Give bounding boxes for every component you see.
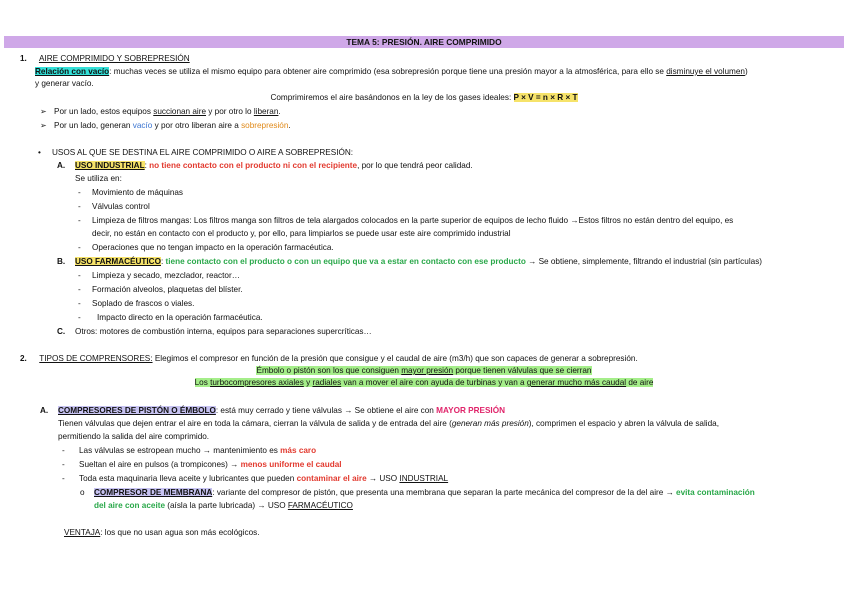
list-item: - Las válvulas se estropean mucho → mantenimiento es más caro	[62, 446, 317, 455]
ideal-gas-formula: P × V = n × R × T	[513, 93, 578, 102]
list-item: - Formación alveolos, plaquetas del blíster.	[78, 285, 243, 294]
uses-heading: • USOS AL QUE SE DESTINA EL AIRE COMPRIMIDO O AIRE A SOBREPRESIÓN:	[38, 148, 354, 157]
advantage-label: VENTAJA	[64, 528, 101, 537]
vacuum-relation-label: Relación con vacío	[35, 67, 110, 76]
list-item: - Limpieza de filtros mangas: Los filtros manga son filtros de tela alargados colocados en la parte superior de equipos de lecho fluido →Estos filtros no están dentro del equipo, es	[78, 216, 734, 225]
bullet-suction: ➢ Por un lado, estos equipos succionan aire y por otro lo liberan.	[40, 107, 281, 116]
piston-description-line2: permitiendo la salida del aire comprimido.	[58, 432, 210, 441]
vacuum-relation-line2: y generar vacío.	[35, 79, 94, 88]
piston-compressors-label: COMPRESORES DE PISTÓN O ÉMBOLO	[58, 406, 216, 415]
list-item: - Impacto directo en la operación farmacéutica.	[78, 313, 263, 322]
piston-highlight-line: Émbolo o pistón son los que consiguen mayor presión porque tienen válvulas que se cierran	[256, 366, 592, 375]
membrane-compressor-line2: del aire con aceite (aísla la parte lubricada) → USO FARMACÉUTICO	[94, 501, 353, 510]
uses-pharmaceutical: B. USO FARMACÉUTICO: tiene contacto con el producto o con un equipo que va a estar en contacto con ese producto → Se obtiene, simplemente, filtrando el industrial (sin partículas)	[57, 257, 763, 266]
piston-compressors-heading: A. COMPRESORES DE PISTÓN O ÉMBOLO: está muy cerrado y tiene válvulas → Se obtiene el aire con MAYOR PRESIÓN	[40, 406, 505, 415]
uses-industrial: A. USO INDUSTRIAL: no tiene contacto con el producto ni con el recipiente, por lo que tendrá peor calidad.	[57, 161, 473, 170]
list-item: - Soplado de frascos o viales.	[78, 299, 195, 308]
list-item: - Limpieza y secado, mezclador, reactor…	[78, 271, 240, 280]
industrial-use-label: USO INDUSTRIAL	[75, 161, 145, 170]
bullet-vacuum: ➢ Por un lado, generan vacío y por otro liberan aire a sobrepresión.	[40, 121, 291, 130]
section-2-title: TIPOS DE COMPRENSORES:	[39, 354, 153, 363]
used-in-label: Se utiliza en:	[75, 174, 122, 183]
arrow-bullet-icon: ➢	[40, 121, 47, 130]
ideal-gas-law-line: Comprimiremos el aire basándonos en la ley de los gases ideales: P × V = n × R × T	[270, 93, 578, 102]
section-1-title: AIRE COMPRIMIDO Y SOBREPRESIÓN	[38, 54, 190, 63]
piston-description-line: Tienen válvulas que dejen entrar el aire en toda la cámara, cierran la válvula de salida y de entrada del aire (generan más presión), comprimen el espacio y abren la válvula de salida,	[58, 419, 719, 428]
list-item: - Operaciones que no tengan impacto en la operación farmacéutica.	[78, 243, 334, 252]
arrow-bullet-icon: ➢	[40, 107, 47, 116]
uses-other: C. Otros: motores de combustión interna, equipos para separaciones supercríticas…	[57, 327, 372, 336]
section-2-heading: 2. TIPOS DE COMPRENSORES: Elegimos el compresor en función de la presión que consigue y el caudal de aire (m3/h) que son capaces de generar a sobrepresión.	[20, 354, 638, 363]
vacuum-relation-paragraph: Relación con vacío: muchas veces se utiliza el mismo equipo para obtener aire comprimido (esa sobrepresión porque tiene una presión mayor a la atmosférica, para ello se disminuye el volumen)	[35, 67, 748, 76]
section-1-heading: 1. AIRE COMPRIMIDO Y SOBREPRESIÓN	[20, 54, 190, 63]
list-item: - Sueltan el aire en pulsos (a trompicones) → menos uniforme el caudal	[62, 460, 342, 469]
dot-bullet-icon: •	[38, 148, 41, 157]
membrane-compressor-line: o COMPRESOR DE MEMBRANA: variante del compresor de pistón, que presenta una membrana que separan la parte mecánica del compresor de la del aire → evita contaminación	[80, 488, 755, 497]
document-title: TEMA 5: PRESIÓN. AIRE COMPRIMIDO	[4, 36, 844, 48]
list-item: - Toda esta maquinaria lleva aceite y lubricantes que pueden contaminar el aire → USO INDUSTRIAL	[62, 474, 449, 483]
list-item: - Movimiento de máquinas	[78, 188, 184, 197]
list-item-continuation: decir, no están en contacto con el producto y, por ello, para limpiarlos se puede usar este aire comprimido industrial	[92, 229, 511, 238]
pharma-use-label: USO FARMACÉUTICO	[75, 257, 161, 266]
advantage-line: VENTAJA: los que no usan agua son más ecológicos.	[64, 528, 260, 537]
turbo-highlight-line: Los turbocompresores axiales y radiales van a mover el aire con ayuda de turbinas y van a generar mucho más caudal de aire	[194, 378, 654, 387]
membrane-compressor-label: COMPRESOR DE MEMBRANA	[94, 488, 213, 497]
list-item: - Válvulas control	[78, 202, 150, 211]
